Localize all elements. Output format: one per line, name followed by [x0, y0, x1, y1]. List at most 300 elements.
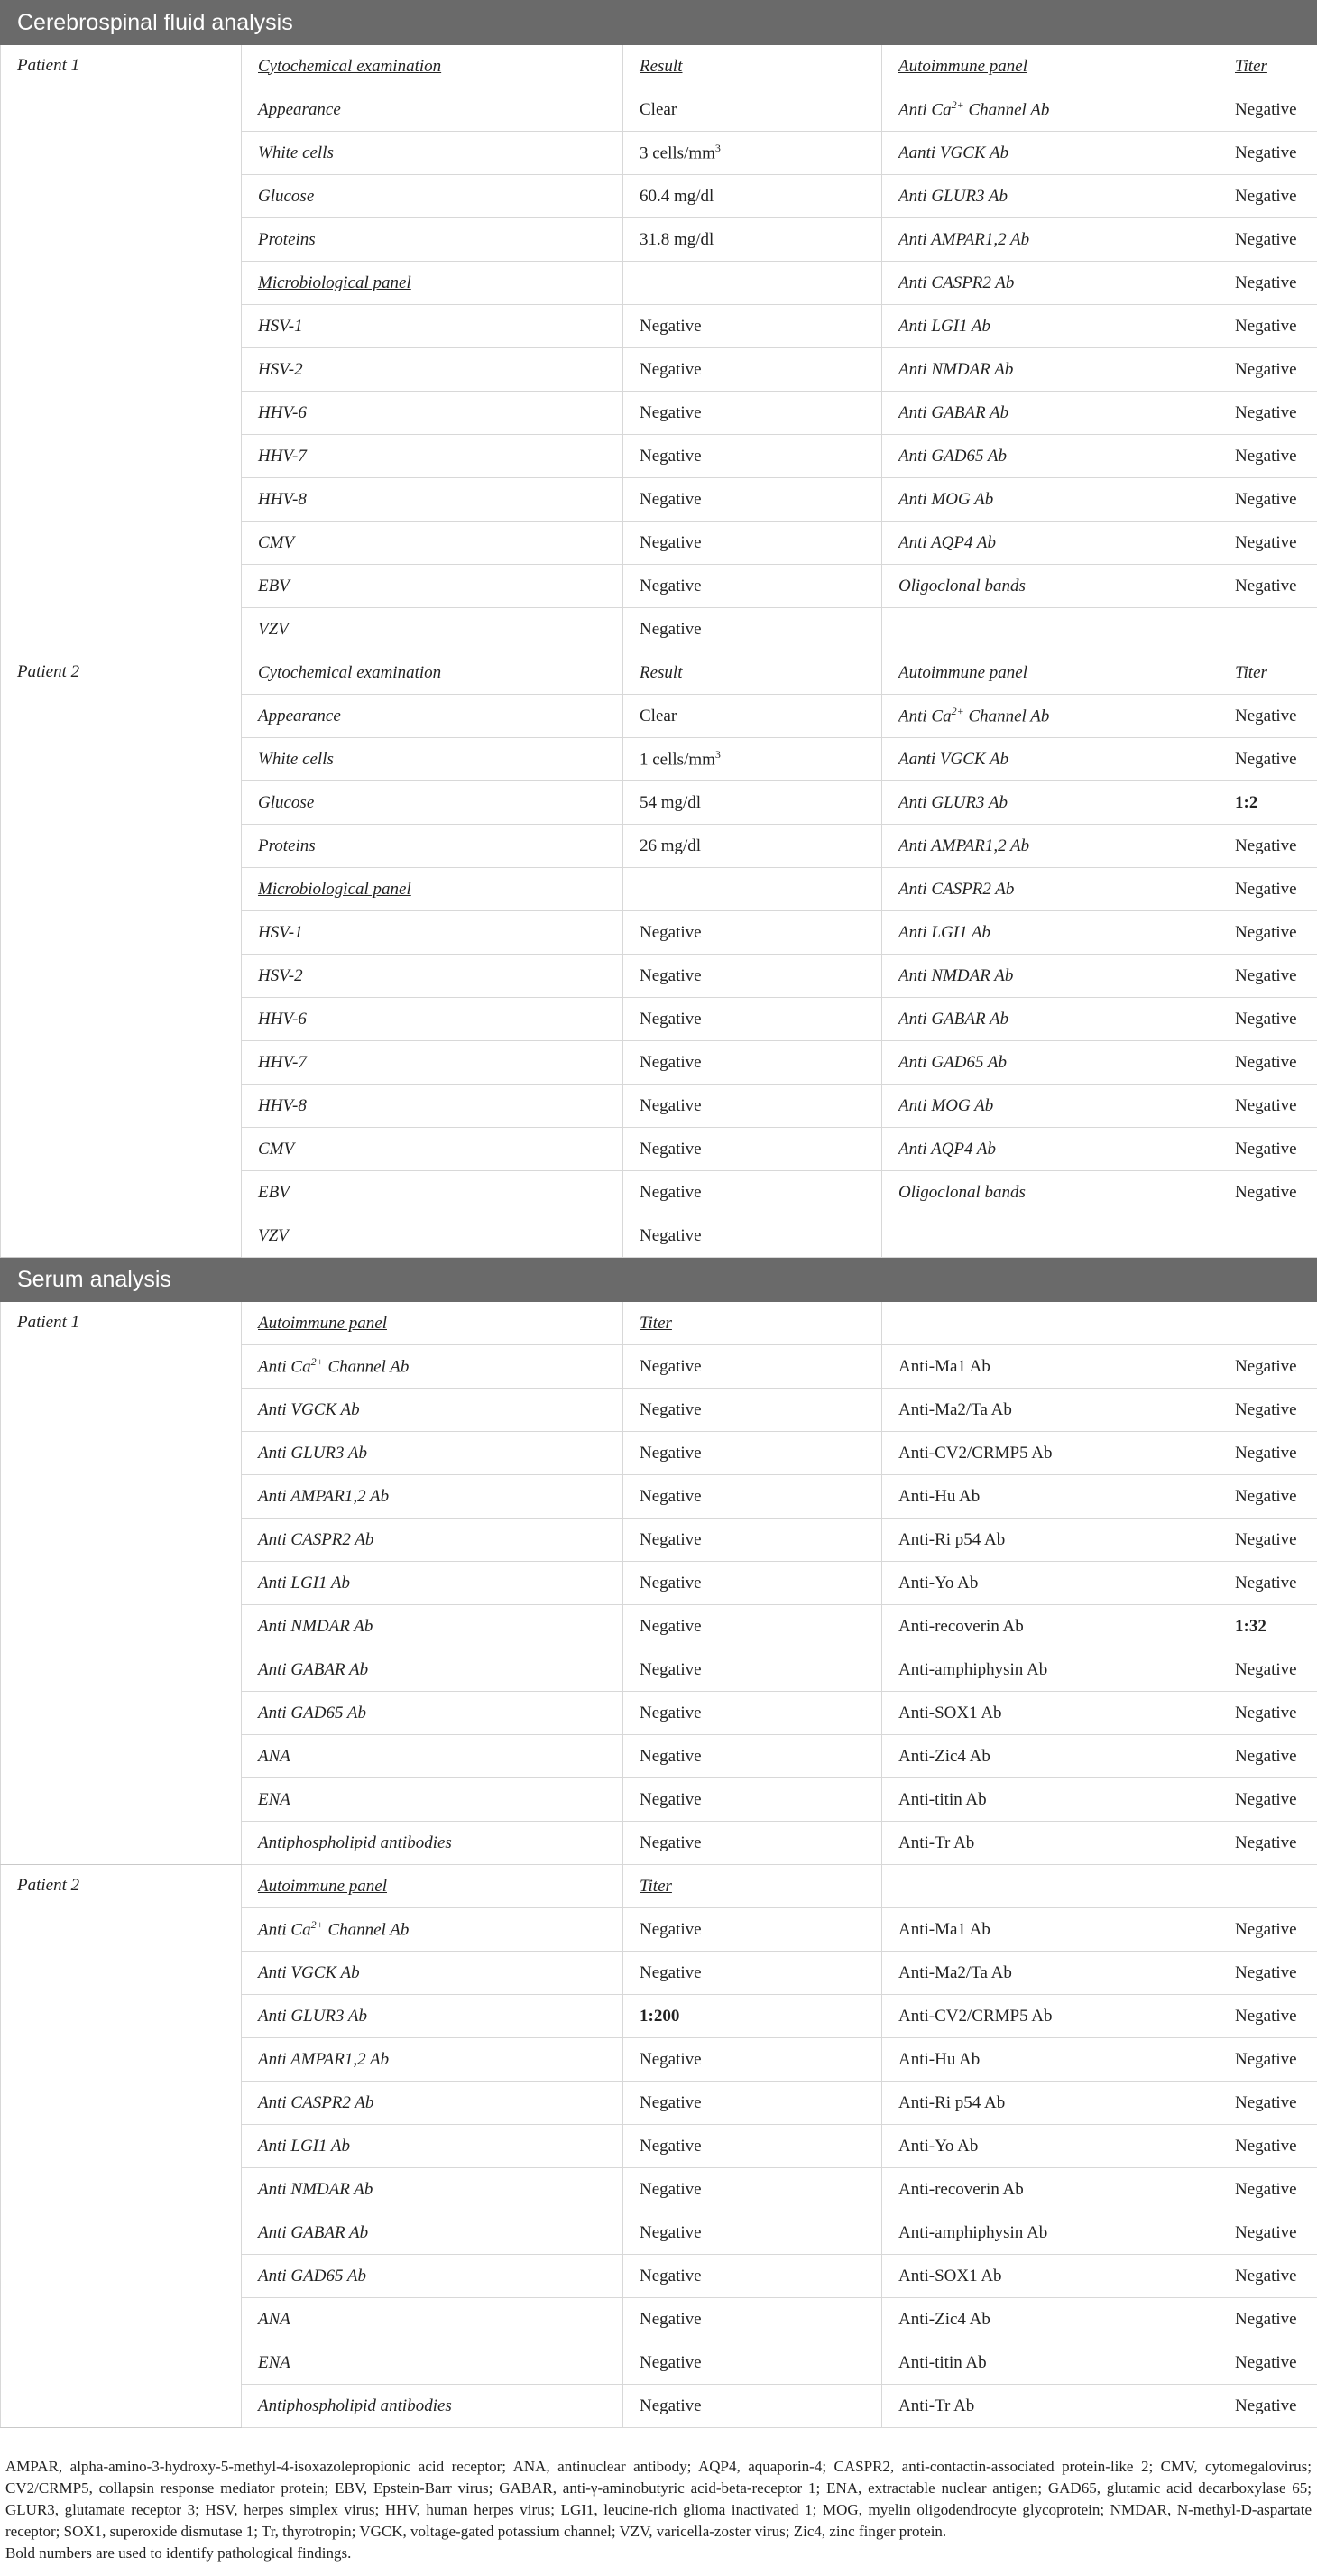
table-cell: [882, 781, 1220, 825]
table-cell: [1220, 1605, 1317, 1648]
table-cell: [882, 1908, 1220, 1952]
table-cell-text: Negative: [640, 2396, 702, 2415]
table-cell-text: Negative: [640, 1356, 702, 1376]
table-cell: [623, 348, 882, 392]
table-cell: [882, 305, 1220, 348]
table-cell-text: Anti-Zic4 Ab: [898, 2309, 990, 2329]
table-cell-text: Anti CASPR2 Ab: [258, 2092, 374, 2112]
table-cell: [242, 2082, 623, 2125]
table-cell-text: Proteins: [258, 836, 316, 855]
table-cell-text: Proteins: [258, 229, 316, 249]
superscript: 3: [714, 142, 721, 155]
table-cell: [242, 911, 623, 955]
table-cell: [623, 1085, 882, 1128]
table-cell-text: Negative: [1235, 2092, 1297, 2112]
table-cell-text: Anti LGI1 Ab: [898, 922, 991, 942]
table-cell-text: Anti-Tr Ab: [898, 2396, 975, 2415]
table-cell: [882, 1648, 1220, 1692]
table-cell-text-tail: Channel Ab: [323, 1357, 410, 1377]
table-cell-text: Negative: [1235, 1789, 1297, 1809]
table-cell: [242, 781, 623, 825]
table-cell-text: Negative: [640, 1789, 702, 1809]
table-cell-text: Negative: [640, 2266, 702, 2285]
table-cell-text: Anti-SOX1 Ab: [898, 1703, 1002, 1722]
column-header-text: Autoimmune panel: [258, 1313, 388, 1333]
table-cell: [242, 955, 623, 998]
column-header-text: Titer: [640, 1876, 672, 1896]
table-cell: [882, 1171, 1220, 1214]
table-cell: [242, 1085, 623, 1128]
table-cell-text: Negative: [1235, 965, 1297, 985]
table-cell: [242, 825, 623, 868]
table-cell: [1220, 2385, 1317, 2428]
table-cell: [1220, 218, 1317, 262]
table-cell: [623, 1822, 882, 1865]
table-cell: [882, 1822, 1220, 1865]
table-cell-text: 60.4 mg/dl: [640, 186, 714, 206]
table-cell: [623, 868, 882, 911]
table-cell-text: Negative: [640, 1182, 702, 1202]
footnote-bold-note: Bold numbers are used to identify pathological findings.: [5, 2544, 352, 2562]
table-cell: [242, 1128, 623, 1171]
table-cell: [882, 825, 1220, 868]
table-cell: [882, 1214, 1220, 1258]
table-cell-text: Anti AMPAR1,2 Ab: [258, 2049, 390, 2069]
table-cell-text: Appearance: [258, 706, 341, 725]
table-cell-text: CMV: [258, 1139, 295, 1159]
table-cell-text: Negative: [1235, 402, 1297, 422]
table-cell: [882, 2082, 1220, 2125]
patient-label: Patient 1: [1, 45, 242, 651]
table-cell: [623, 1692, 882, 1735]
table-cell-text: Negative: [1235, 1356, 1297, 1376]
table-cell: [242, 1432, 623, 1475]
table-cell: [1220, 2168, 1317, 2211]
table-cell: [623, 305, 882, 348]
table-cell-text: Anti CASPR2 Ab: [258, 1529, 374, 1549]
column-header-text: Cytochemical examination: [258, 662, 442, 682]
table-cell: [882, 868, 1220, 911]
table-cell-text: Oligoclonal bands: [898, 576, 1026, 596]
patient-label: Patient 2: [1, 651, 242, 1258]
table-cell: [882, 2211, 1220, 2255]
superscript: 2+: [310, 1355, 324, 1369]
table-cell: [882, 88, 1220, 132]
superscript: 2+: [310, 1918, 324, 1932]
table-cell-text: Anti-Zic4 Ab: [898, 1746, 990, 1766]
table-cell-text: Anti GAD65 Ab: [898, 1052, 1007, 1072]
table-cell-text: Negative: [1235, 2136, 1297, 2156]
table-cell: [242, 1692, 623, 1735]
table-cell-text: HHV-8: [258, 1095, 307, 1115]
table-cell: [242, 2298, 623, 2341]
table-cell: [1220, 1995, 1317, 2038]
table-cell-text: Anti LGI1 Ab: [898, 316, 991, 336]
table-cell-text: Negative: [1235, 1919, 1297, 1939]
superscript: 3: [714, 748, 721, 762]
table-cell-text: Anti Ca: [258, 1357, 311, 1377]
table-cell-text: Anti CASPR2 Ab: [898, 272, 1015, 292]
column-header: [882, 1302, 1220, 1345]
table-cell: [882, 1128, 1220, 1171]
table-cell-text: ENA: [258, 2352, 290, 2372]
table-cell: [242, 998, 623, 1041]
table-cell: [242, 2125, 623, 2168]
table-cell-text: Negative: [1235, 2396, 1297, 2415]
table-cell-text: Glucose: [258, 186, 315, 206]
table-cell: [242, 1908, 623, 1952]
table-cell-text: Negative: [1235, 316, 1297, 336]
table-cell: [242, 868, 623, 911]
table-cell: [882, 955, 1220, 998]
table-cell: [242, 175, 623, 218]
table-cell: [242, 1822, 623, 1865]
table-cell: [623, 1389, 882, 1432]
table-cell: [242, 88, 623, 132]
table-cell: [1220, 2255, 1317, 2298]
table-cell: [623, 1171, 882, 1214]
column-header-text: Autoimmune panel: [898, 56, 1028, 76]
table-cell: [1220, 1952, 1317, 1995]
table-cell-text: Negative: [640, 2136, 702, 2156]
table-cell-text: White cells: [258, 143, 334, 162]
table-cell-text: Negative: [640, 1443, 702, 1463]
table-cell-text: Negative: [1235, 143, 1297, 162]
column-header-text: Result: [640, 56, 683, 76]
table-cell: [242, 1995, 623, 2038]
table-cell-text: Negative: [640, 1962, 702, 1982]
table-cell: [623, 695, 882, 738]
table-cell: [242, 1952, 623, 1995]
table-cell-text: Microbiological panel: [258, 879, 411, 899]
table-cell-text: Negative: [1235, 1139, 1297, 1159]
table-cell-text: Antiphospholipid antibodies: [258, 2396, 452, 2415]
table-cell: [623, 1778, 882, 1822]
table-cell: [242, 1648, 623, 1692]
table-cell-text: Negative: [640, 1703, 702, 1722]
table-cell-text: Anti-amphiphysin Ab: [898, 1659, 1048, 1679]
table-cell-text: Negative: [1235, 879, 1297, 899]
table-cell-text: Anti GABAR Ab: [258, 1659, 369, 1679]
table-cell-text: Negative: [1235, 1009, 1297, 1029]
table-cell-text: VZV: [258, 1225, 289, 1245]
table-cell-text: 1 cells/mm: [640, 750, 715, 770]
table-cell: [1220, 1389, 1317, 1432]
column-header: [623, 1865, 882, 1908]
table-cell: [623, 738, 882, 781]
table-cell: [1220, 1432, 1317, 1475]
table-cell-text: Anti-recoverin Ab: [898, 2179, 1024, 2199]
table-cell: [1220, 2082, 1317, 2125]
table-cell: [242, 738, 623, 781]
table-cell-text: Negative: [1235, 706, 1297, 725]
section-title: Serum analysis: [1, 1258, 1317, 1302]
table-cell-text: Negative: [1235, 2266, 1297, 2285]
table-cell: [882, 1432, 1220, 1475]
table-cell-text: Negative: [1235, 2309, 1297, 2329]
table-cell-text: Negative: [1235, 1095, 1297, 1115]
table-cell-text: Anti-Yo Ab: [898, 1573, 979, 1593]
column-header: [882, 1865, 1220, 1908]
table-cell: [882, 1562, 1220, 1605]
column-header: [1220, 1302, 1317, 1345]
table-cell-text: ENA: [258, 1789, 290, 1809]
table-cell: [242, 2211, 623, 2255]
table-header-row: [1, 1865, 1317, 1908]
table-cell-text: Negative: [1235, 2222, 1297, 2242]
table-cell: [1220, 435, 1317, 478]
table-cell-text: Anti VGCK Ab: [258, 1962, 360, 1982]
table-cell-text: HHV-7: [258, 446, 307, 466]
table-cell: [882, 218, 1220, 262]
table-cell-text: Negative: [640, 1139, 702, 1159]
table-cell: [242, 348, 623, 392]
table-cell: [1220, 825, 1317, 868]
table-cell-text: Anti-Ri p54 Ab: [898, 1529, 1006, 1549]
table-cell: [623, 565, 882, 608]
table-cell: [242, 1171, 623, 1214]
table-cell-text: Negative: [1235, 1052, 1297, 1072]
table-cell: [242, 1778, 623, 1822]
column-header: [242, 45, 623, 88]
table-cell: [882, 1692, 1220, 1735]
table-cell: [1220, 1519, 1317, 1562]
table-cell-text: Negative: [1235, 359, 1297, 379]
table-cell: [623, 781, 882, 825]
table-cell: [882, 2385, 1220, 2428]
column-header-text: Cytochemical examination: [258, 56, 442, 76]
table-cell-text: Negative: [640, 446, 702, 466]
column-header-text: Titer: [1235, 56, 1267, 76]
column-header: [242, 1865, 623, 1908]
table-cell-text: Negative: [1235, 1833, 1297, 1852]
table-cell: [623, 218, 882, 262]
table-cell-text: Negative: [640, 1095, 702, 1115]
table-cell: [882, 1389, 1220, 1432]
table-cell-text: Anti NMDAR Ab: [258, 1616, 373, 1636]
table-cell-text: Negative: [640, 532, 702, 552]
table-cell: [623, 2255, 882, 2298]
table-cell: [623, 1519, 882, 1562]
table-cell: [242, 1345, 623, 1389]
table-cell-text: EBV: [258, 576, 290, 596]
table-cell-text: Anti GABAR Ab: [898, 402, 1009, 422]
table-cell-text: Negative: [1235, 1703, 1297, 1722]
table-cell-text: Anti AMPAR1,2 Ab: [898, 836, 1030, 855]
table-cell: [882, 1995, 1220, 2038]
table-cell-text: Negative: [1235, 1443, 1297, 1463]
table-cell: [623, 1041, 882, 1085]
table-cell: [1220, 1171, 1317, 1214]
table-cell-text: Negative: [1235, 272, 1297, 292]
table-cell: [242, 392, 623, 435]
table-cell: [623, 2082, 882, 2125]
column-header-text: Result: [640, 662, 683, 682]
table-cell: [1220, 1908, 1317, 1952]
table-cell-text: Negative: [640, 489, 702, 509]
table-cell: [1220, 2211, 1317, 2255]
table-cell-text: Anti GLUR3 Ab: [898, 792, 1008, 812]
table-cell: [882, 522, 1220, 565]
table-cell: [623, 1345, 882, 1389]
table-cell: [882, 478, 1220, 522]
table-cell-text: Anti-amphiphysin Ab: [898, 2222, 1048, 2242]
table-cell: [623, 2038, 882, 2082]
table-cell-text: Anti-CV2/CRMP5 Ab: [898, 2006, 1053, 2026]
table-cell-text: Anti MOG Ab: [898, 489, 994, 509]
table-cell: [623, 1995, 882, 2038]
table-cell-text: Oligoclonal bands: [898, 1182, 1026, 1202]
table-cell: [1220, 1128, 1317, 1171]
table-cell-text: 54 mg/dl: [640, 792, 702, 812]
table-cell: [882, 1085, 1220, 1128]
table-cell: [882, 1345, 1220, 1389]
table-cell-text: Negative: [640, 402, 702, 422]
table-cell: [1220, 695, 1317, 738]
table-cell-text: Negative: [640, 2309, 702, 2329]
table-cell-text: Negative: [640, 1225, 702, 1245]
table-cell-text: 3 cells/mm: [640, 143, 715, 163]
column-header: [1220, 45, 1317, 88]
table-cell-text-tail: Channel Ab: [323, 1920, 410, 1940]
table-cell: [1220, 1214, 1317, 1258]
table-cell: [1220, 2038, 1317, 2082]
table-cell: [623, 825, 882, 868]
table-cell-text: Anti-recoverin Ab: [898, 1616, 1024, 1636]
table-cell: [623, 1735, 882, 1778]
table-cell: [623, 262, 882, 305]
column-header-text: Titer: [640, 1313, 672, 1333]
table-cell: [1220, 1778, 1317, 1822]
table-cell: [882, 2125, 1220, 2168]
table-cell-text: Negative: [1235, 1182, 1297, 1202]
table-cell: [1220, 132, 1317, 175]
table-cell: [623, 2298, 882, 2341]
table-cell: [1220, 738, 1317, 781]
table-cell-text: Anti Ca: [258, 1920, 311, 1940]
table-cell-text: Anti GABAR Ab: [258, 2222, 369, 2242]
table-cell: [1220, 565, 1317, 608]
table-cell-text: ANA: [258, 2309, 290, 2329]
patient-label: Patient 1: [1, 1302, 242, 1865]
table-cell: [882, 392, 1220, 435]
table-cell-text: Negative: [640, 1573, 702, 1593]
table-cell: [242, 608, 623, 651]
table-cell-text: Negative: [640, 576, 702, 596]
table-cell-text-tail: Channel Ab: [963, 100, 1050, 120]
patient-label: Patient 2: [1, 1865, 242, 2428]
table-cell-text: Anti NMDAR Ab: [898, 359, 1014, 379]
table-cell-text: Anti CASPR2 Ab: [898, 879, 1015, 899]
table-cell-text: Negative: [1235, 1746, 1297, 1766]
table-cell-text: HSV-1: [258, 316, 303, 336]
table-cell: [882, 1952, 1220, 1995]
table-cell-text: HHV-7: [258, 1052, 307, 1072]
table-cell-text: Negative: [640, 1659, 702, 1679]
table-cell-text: Negative: [1235, 2179, 1297, 2199]
table-cell: [882, 1605, 1220, 1648]
table-cell-text: Anti-titin Ab: [898, 2352, 987, 2372]
table-cell-text: Negative: [640, 2179, 702, 2199]
column-header: [623, 651, 882, 695]
table-header-row: [1, 45, 1317, 88]
column-header-text: Titer: [1235, 662, 1267, 682]
table-cell: [1220, 2125, 1317, 2168]
table-cell-text: Negative: [640, 1399, 702, 1419]
table-cell: [1220, 2298, 1317, 2341]
table-cell: [623, 998, 882, 1041]
table-cell-text: Aanti VGCK Ab: [898, 143, 1009, 162]
table-cell: [1220, 305, 1317, 348]
table-cell-text: Negative: [1235, 1529, 1297, 1549]
table-cell: [1220, 608, 1317, 651]
table-cell: [1220, 392, 1317, 435]
table-cell-text: Negative: [640, 2352, 702, 2372]
table-cell: [242, 1389, 623, 1432]
table-cell-text: Negative: [640, 1833, 702, 1852]
table-cell: [1220, 348, 1317, 392]
table-cell-text: Appearance: [258, 99, 341, 119]
column-header-text: Autoimmune panel: [258, 1876, 388, 1896]
table-cell-text: Negative: [1235, 922, 1297, 942]
table-cell-text: Anti Ca: [898, 100, 952, 120]
table-cell: [623, 1908, 882, 1952]
table-cell: [623, 132, 882, 175]
table-cell: [623, 1562, 882, 1605]
table-cell: [1220, 2341, 1317, 2385]
table-cell: [882, 132, 1220, 175]
table-cell-text: Negative: [640, 965, 702, 985]
table-cell-text: Anti GAD65 Ab: [898, 446, 1007, 466]
column-header: [1220, 651, 1317, 695]
table-cell-text: Anti GAD65 Ab: [258, 2266, 366, 2285]
table-cell-text: Aanti VGCK Ab: [898, 749, 1009, 769]
table-cell: [623, 392, 882, 435]
table-cell-text: 26 mg/dl: [640, 836, 702, 855]
table-cell: [882, 565, 1220, 608]
table-cell-text: Negative: [1235, 1659, 1297, 1679]
table-cell: [242, 2255, 623, 2298]
column-header-text: Autoimmune panel: [898, 662, 1028, 682]
table-cell: [623, 88, 882, 132]
table-cell: [623, 1648, 882, 1692]
table-cell-text: Negative: [640, 922, 702, 942]
table-cell-text: Anti LGI1 Ab: [258, 2136, 351, 2156]
table-cell-text: White cells: [258, 749, 334, 769]
table-cell-text: Anti GLUR3 Ab: [258, 1443, 368, 1463]
column-header: [623, 45, 882, 88]
table-cell-text: Negative: [640, 1009, 702, 1029]
table-cell-text: Anti GLUR3 Ab: [898, 186, 1008, 206]
table-cell: [242, 695, 623, 738]
table-cell-text: Anti AMPAR1,2 Ab: [898, 229, 1030, 249]
table-cell: [242, 522, 623, 565]
table-cell: [623, 478, 882, 522]
table-cell: [242, 1475, 623, 1519]
table-cell-text: 1:2: [1235, 792, 1258, 812]
table-cell-text: Negative: [1235, 1573, 1297, 1593]
table-cell-text: Negative: [640, 619, 702, 639]
table-cell: [623, 1214, 882, 1258]
table-cell-text: Anti-SOX1 Ab: [898, 2266, 1002, 2285]
table-cell-text: Microbiological panel: [258, 272, 411, 292]
table-cell-text: Negative: [1235, 1486, 1297, 1506]
table-cell-text: 1:200: [640, 2006, 680, 2026]
table-cell: [623, 1475, 882, 1519]
table-footnote: [5, 2456, 1312, 2564]
table-cell: [242, 435, 623, 478]
table-cell-text: Negative: [640, 1616, 702, 1636]
